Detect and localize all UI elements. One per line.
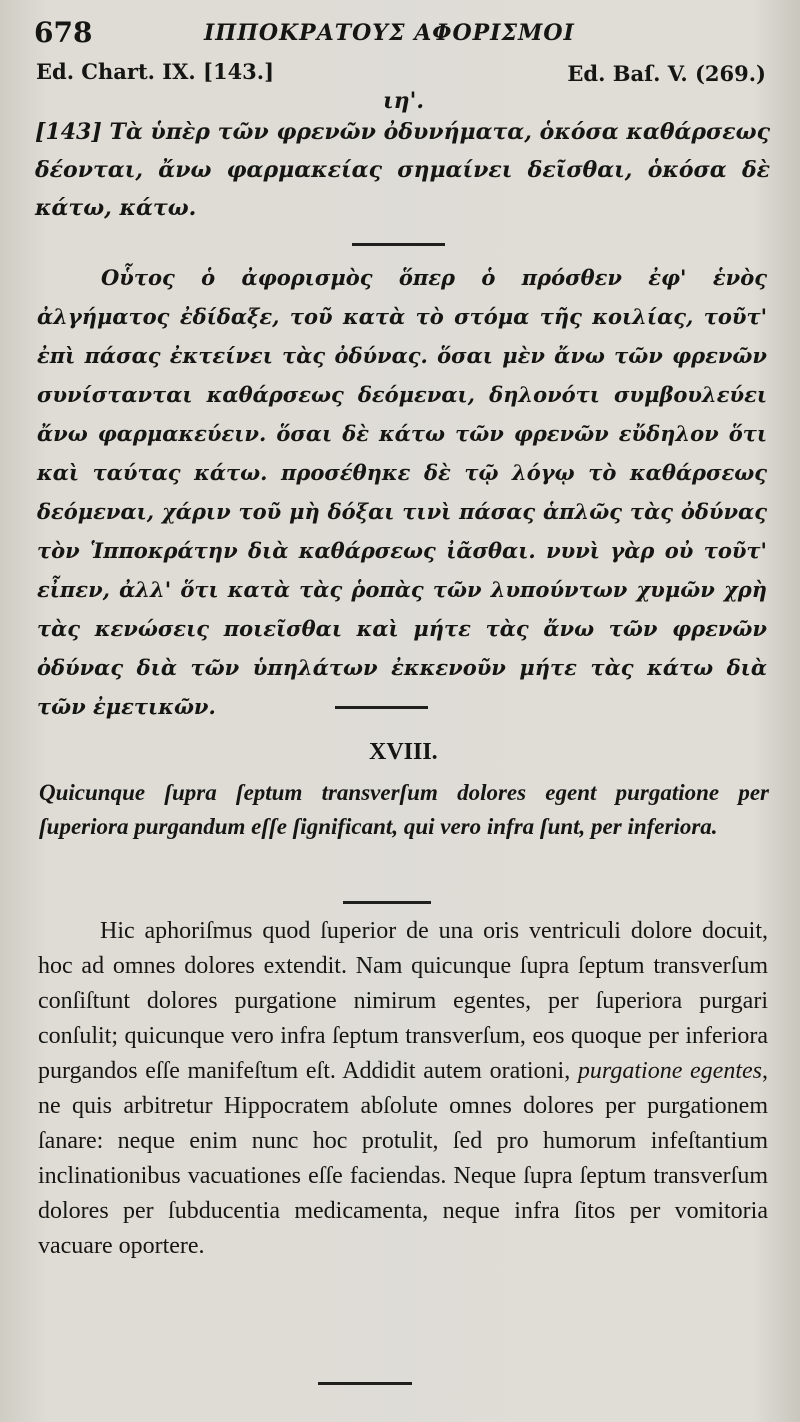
section-divider — [318, 1382, 412, 1385]
latin-commentary-emphasis: purgatione egentes — [577, 1058, 762, 1084]
section-divider — [335, 706, 428, 709]
greek-aphorism-numeral: ιη'. — [383, 88, 425, 114]
latin-commentary-part1: Hic aphoriſmus quod ſuperior de una oris ventriculi dolore docuit, hoc ad omnes dolores extendit. Nam quicunque ſupra ſeptum transverſum conſiſtunt dolores purgatione nimirum egentes, per ſuperiora purgari conſulit; quicunque vero infra ſeptum transverſum, eos quoque per inferiora purgandos eſſe manifeſtum eſt. Addidit autem orationi, — [38, 918, 768, 1084]
latin-commentary-text — [38, 914, 768, 1264]
latin-commentary-part2: , ne quis arbitretur Hippocratem abſolute omnes dolores per purgationem ſanare: neque enim nunc hoc protulit, ſed pro humorum infeſtantium inclinationibus vacuationes eſſe faciendas. Neque ſupra ſeptum transverſum dolores per ſubducentia medicamenta, neque infra ſitos per vomitoria vacuare oportere. — [38, 1058, 768, 1259]
latin-aphorism-text: Quicunque ſupra ſeptum transverſum dolores egent purgatione per ſuperiora purgandum eſſe ſignificant, qui vero infra ſunt, per inferiora. — [39, 780, 769, 839]
greek-commentary-text: Οὗτος ὁ ἀφορισμὸς ὅπερ ὁ πρόσθεν ἐφ' ἑνὸς ἀλγήματος ἐδίδαξε, τοῦ κατὰ τὸ στόμα τῆς κοιλίας, τοῦτ' ἐπὶ πάσας ἐκτείνει τὰς ὀδύνας. ὅσαι μὲν ἄνω τῶν φρενῶν συνίστανται καθάρσεως δεόμεναι, δηλονότι συμβουλεύει ἄνω φαρμακεύειν. ὅσαι δὲ κάτω τῶν φρενῶν εὔδηλον ὅτι καὶ ταύτας κάτω. προσέθηκε δὲ τῷ λόγῳ τὸ καθάρσεως δεόμεναι, χάριν τοῦ μὴ δόξαι τινὶ πάσας ἁπλῶς τὰς ὀδύνας τὸν Ἱπποκράτην διὰ καθάρσεως ἰᾶσθαι. νυνὶ γὰρ οὐ τοῦτ' εἶπεν, ἀλλ' ὅτι κατὰ τὰς ῥοπὰς τῶν λυπούντων χυμῶν χρὴ τὰς κενώσεις ποιεῖσθαι καὶ μήτε τὰς ἄνω τῶν φρενῶν ὀδύνας διὰ τῶν ὑπηλάτων ἐκκενοῦν μήτε τὰς κάτω διὰ τῶν ἐμετικῶν. — [37, 265, 767, 719]
section-divider — [352, 243, 445, 246]
greek-aphorism-text: [143] Τὰ ὑπὲρ τῶν φρενῶν ὀδυνήματα, ὁκόσα καθάρσεως δέονται, ἄνω φαρμακείας σημαίνει δεῖσθαι, ὁκόσα δὲ κάτω, κάτω. — [35, 119, 770, 221]
section-divider — [343, 901, 431, 904]
page-number: 678 — [34, 16, 93, 49]
latin-aphorism-numeral: XVIII. — [369, 739, 438, 765]
running-title: ΙΠΠΟΚΡΑΤΟΥΣ ΑΦΟΡΙΣΜΟΙ — [204, 20, 575, 46]
edition-reference-left: Ed. Chart. IX. [143.] — [36, 59, 275, 84]
page-header — [0, 0, 800, 112]
edition-reference-right: Ed. Baſ. V. (269.) — [567, 61, 766, 86]
